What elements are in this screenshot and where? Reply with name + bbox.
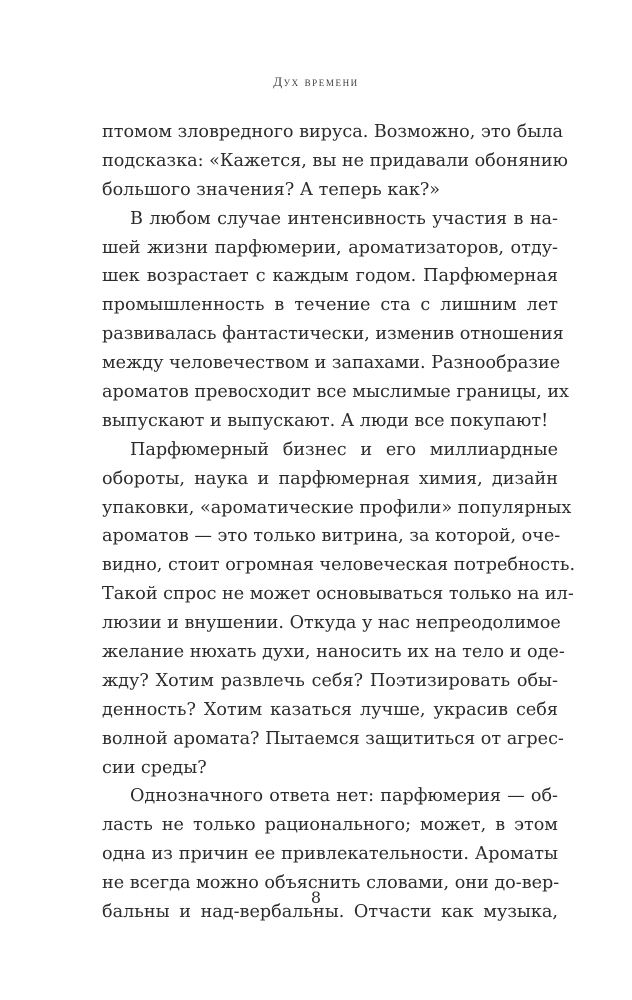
text-line: промышленность в течение ста с лишним лет (102, 295, 558, 316)
text-line: жду? Хотим развлечь себя? Поэтизировать обы- (102, 670, 558, 691)
text-line: развивалась фантастически, изменив отношения (102, 324, 564, 345)
text-line: между человечеством и запахами. Разнообразие (102, 353, 561, 374)
text-line: птомом зловредного вируса. Возможно, это была (102, 122, 563, 142)
text-line: В любом случае интенсивность участия в на- (130, 208, 558, 229)
text-line: денность? Хотим казаться лучше, украсив себя (102, 699, 558, 720)
text-line: люзии и внушении. Откуда у нас непреодолимое (102, 613, 561, 634)
text-line: сии среды? (102, 757, 207, 778)
text-line: Однозначного ответа нет: парфюмерия — об- (130, 786, 558, 807)
text-line: волной аромата? Пытаемся защититься от агрес- (102, 728, 564, 749)
text-line: шек возрастает с каждым годом. Парфюмерная (102, 266, 558, 287)
text-line: бальны и над-вербальны. Отчасти как музыка, (102, 902, 558, 923)
text-line: одна из причин ее привлекательности. Ароматы (102, 844, 558, 865)
text-line: ароматов — это только витрина, за которой, оче- (102, 526, 561, 547)
text-line: не всегда можно объяснить словами, они до-вер- (102, 873, 560, 894)
running-head: Дух времени (273, 74, 359, 89)
text-line: видно, стоит огромная человеческая потребность. (102, 555, 576, 576)
text-line: желание нюхать духи, наносить их на тело и оде- (102, 642, 565, 663)
text-line: упаковки, «ароматические профили» популярных (102, 497, 572, 518)
text-line: большого значения? А теперь как?» (102, 179, 441, 200)
text-line: ласть не только рационального; может, в этом (102, 815, 558, 836)
page-number: 8 (310, 888, 322, 907)
text-line: шей жизни парфюмерии, ароматизаторов, отду- (102, 237, 558, 258)
text-line: обороты, наука и парфюмерная химия, дизайн (102, 468, 558, 489)
text-line: подсказка: «Кажется, вы не придавали обонянию (102, 150, 568, 171)
text-line: выпускают и выпускают. А люди все покупают! (102, 410, 549, 431)
body-text (102, 118, 576, 927)
text-line: Такой спрос не может основываться только на ил- (102, 584, 574, 605)
text-line: ароматов превосходит все мыслимые границы, их (102, 382, 569, 403)
text-line: Парфюмерный бизнес и его миллиардные (130, 439, 558, 460)
